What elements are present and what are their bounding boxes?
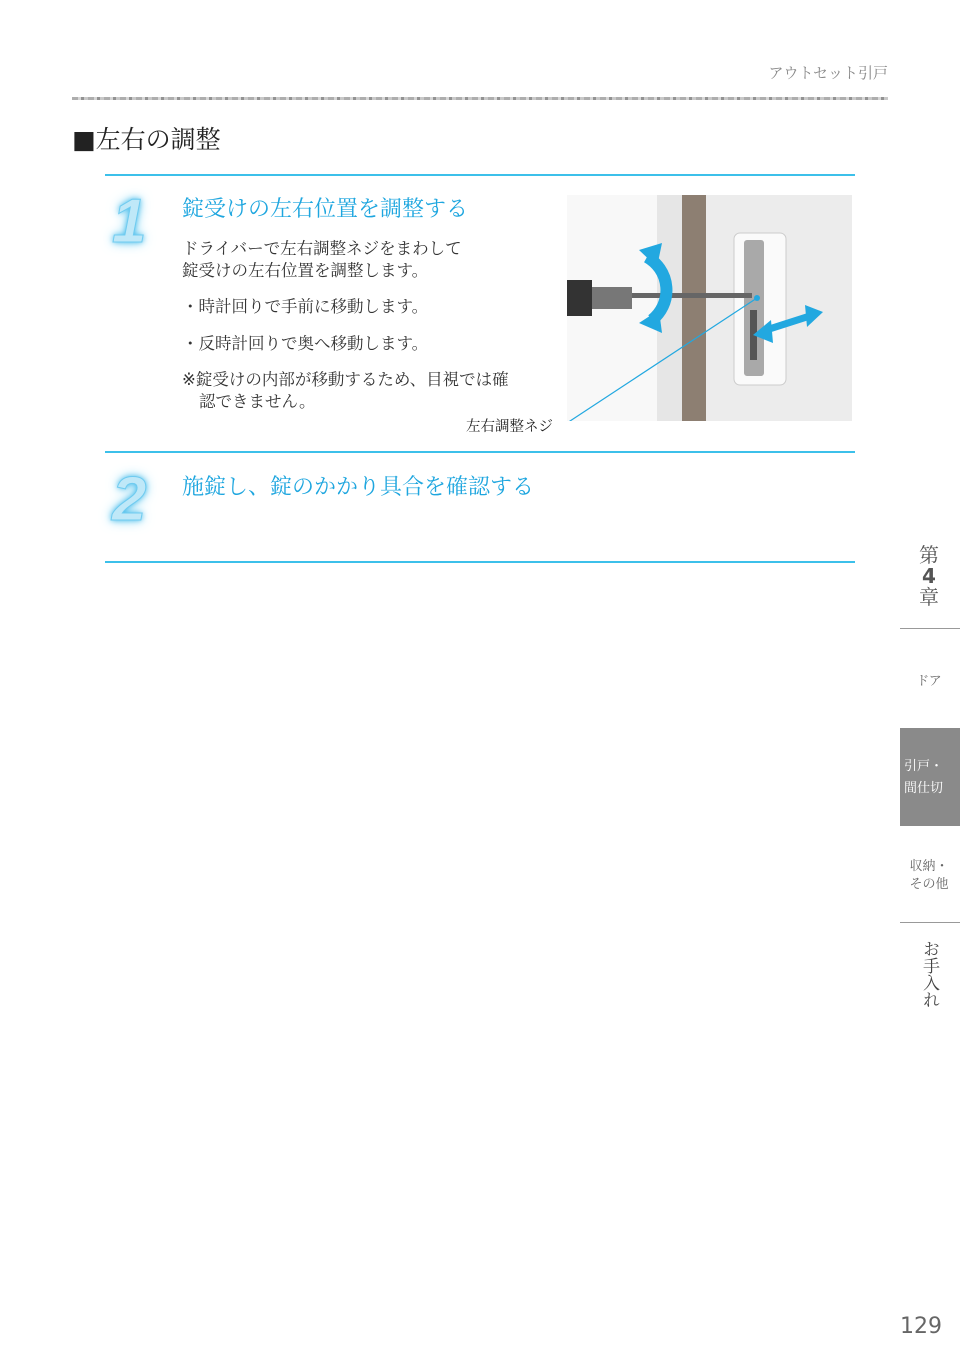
page-number: 129: [900, 1314, 942, 1339]
step-1-title: 錠受けの左右位置を調整する: [182, 197, 469, 222]
intro-line: 錠受けの左右位置を調整します。: [182, 261, 429, 280]
section-title: ■左右の調整: [72, 125, 221, 154]
step-divider: [105, 561, 855, 563]
sidebar-tab-care[interactable]: お手入れ: [919, 940, 939, 1008]
running-header: アウトセット引戸: [768, 64, 888, 82]
sidebar-tab-storage[interactable]: [898, 858, 960, 894]
bullet-counterclockwise: ・反時計回りで奥へ移動します。: [182, 334, 429, 353]
step-divider: [105, 174, 855, 176]
step-1-intro: [182, 238, 462, 282]
step-number-2: 2: [112, 465, 147, 534]
tab-label: 収納・: [909, 859, 949, 874]
chapter-char: 第: [919, 543, 939, 567]
callout-label: 左右調整ネジ: [466, 419, 553, 435]
sidebar-tab-sliding-door-active[interactable]: [900, 728, 960, 826]
step-number-1: 1: [112, 187, 147, 256]
tab-label: 引戸・: [904, 759, 944, 774]
sidebar-tab-door[interactable]: ドア: [916, 674, 942, 689]
strike-adjustment-photo: [567, 195, 852, 421]
chapter-number: 4: [922, 564, 936, 588]
chapter-char: 章: [919, 585, 939, 609]
note-line: ※錠受けの内部が移動するため、目視では確: [182, 370, 509, 389]
tab-label: 間仕切: [904, 781, 944, 796]
header-divider: [72, 97, 888, 100]
sidebar-divider: [900, 628, 960, 629]
note: [182, 369, 509, 413]
bullet-clockwise: ・時計回りで手前に移動します。: [182, 297, 429, 316]
step-divider: [105, 451, 855, 453]
sidebar-divider: [900, 922, 960, 923]
chapter-label: [898, 545, 960, 608]
tab-label: その他: [909, 877, 949, 892]
step-2-title: 施錠し、錠のかかり具合を確認する: [182, 475, 535, 500]
note-line: 認できません。: [199, 392, 316, 411]
intro-line: ドライバーで左右調整ネジをまわして: [182, 239, 462, 258]
